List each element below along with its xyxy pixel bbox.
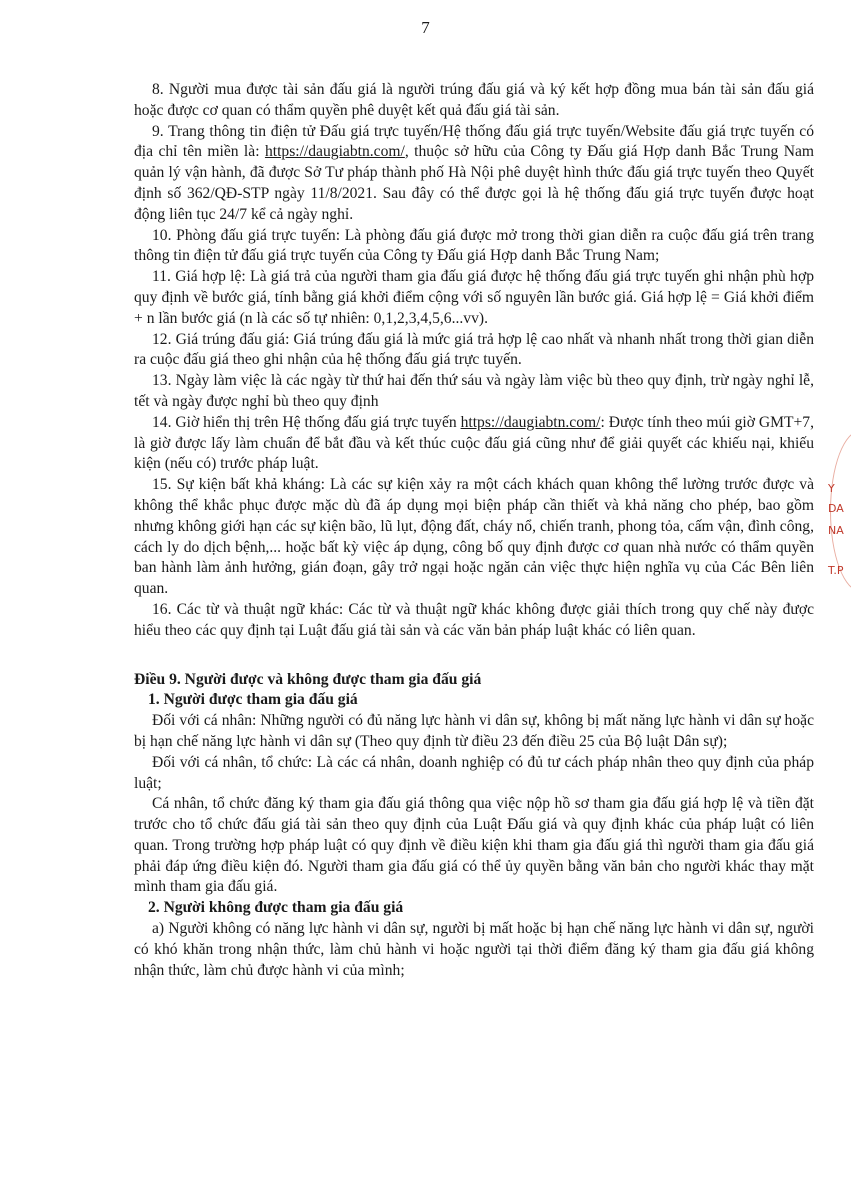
section-1-paragraph: Đối với cá nhân, tổ chức: Là các cá nhân, doanh nghiệp có đủ tư cách pháp nhân theo quy định của pháp luật; [134,753,814,792]
section-1-paragraph: Đối với cá nhân: Những người có đủ năng lực hành vi dân sự, không bị mất năng lực hành vi dân sự hoặc bị hạn chế năng lực hành vi dân sự (Theo quy định từ điều 23 đến điều 25 của Bộ luật Dân sự); [134,712,814,750]
section-1-paragraph: Cá nhân, tổ chức đăng ký tham gia đấu giá thông qua việc nộp hồ sơ tham gia đấu giá hợp lệ và tiền đặt trước cho tổ chức đấu giá tài sản theo quy định của Luật Đấu giá và quy định khác của pháp luật có liên quan. Trong trường hợp pháp luật có quy định về điều kiện khi tham gia đấu giá thì người tham gia đấu giá phải đáp ứng điều kiện đó. Người tham gia đấu giá có thể ủy quyền bằng văn bản cho người khác thay mặt mình tham gia đấu giá. [134,795,814,896]
definition-14-text-b: : Được tính theo múi giờ GMT+7, là giờ được lấy làm chuẩn để bắt đầu và kết thúc cuộc đấu giá cũng như để giải quyết các khiếu nại, khiếu kiện (nếu có) trước pháp luật. [134,413,814,473]
document-body [134,80,814,981]
definition-14 [134,413,814,475]
definition-16: 16. Các từ và thuật ngữ khác: Các từ và thuật ngữ khác không được giải thích trong quy chế này được hiểu theo các quy định tại Luật đấu giá tài sản và các văn bản pháp luật khác có liên quan. [134,600,814,639]
page-number: 7 [421,18,430,37]
section-1-heading: 1. Người được tham gia đấu giá [148,691,358,709]
stamp-fragment: DA [828,502,844,515]
definition-9-text-a: 9. Trang thông tin điện tử Đấu giá trực tuyến/Hệ thống đấu giá trực tuyến/Website đấu giá trực tuyến có địa chỉ tên miền là: [134,122,814,161]
definition-12: 12. Giá trúng đấu giá: Giá trúng đấu giá là mức giá trả hợp lệ cao nhất và nhanh nhất trong thời gian diễn ra cuộc đấu giá theo ghi nhận của hệ thống đấu giá trực tuyến. [134,330,814,369]
definition-14-text-a: 14. Giờ hiển thị trên Hệ thống đấu giá trực tuyến [152,413,461,431]
definition-9-text-b: , thuộc sở hữu của Công ty Đấu giá Hợp danh Bắc Trung Nam quản lý vận hành, đã được Sở Tư pháp thành phố Hà Nội phê duyệt hình thức đấu giá trực tuyến theo Quyết định số 362/QĐ-STP ngày 11/8/2021. Sau đây có thể được gọi là hệ thống đấu giá trực tuyến được hoạt động liên tục 24/7 kể cả ngày nghỉ. [134,143,815,223]
definition-11: 11. Giá hợp lệ: Là giá trả của người tham gia đấu giá được hệ thống đấu giá trực tuyến ghi nhận phù hợp quy định về bước giá, tính bằng giá khởi điểm cộng với số nguyên lần bước giá. Giá hợp lệ = Giá khởi điểm + n lần bước giá (n là các số tự nhiên: 0,1,2,3,4,5,6...vv). [134,268,814,327]
definition-13: 13. Ngày làm việc là các ngày từ thứ hai đến thứ sáu và ngày làm việc bù theo quy định, trừ ngày nghỉ lễ, tết và ngày được nghỉ bù theo quy định [134,372,814,410]
stamp-fragment: T.P [828,564,844,577]
definition-9 [134,122,814,226]
definition-10: 10. Phòng đấu giá trực tuyến: Là phòng đấu giá được mở trong thời gian diễn ra cuộc đấu giá trên trang thông tin điện tử đấu giá trực tuyến của Công ty Đấu giá Hợp danh Bắc Trung Nam; [134,226,814,265]
daugiabtn-link[interactable]: https://daugiabtn.com/ [264,143,405,161]
definition-8: 8. Người mua được tài sản đấu giá là người trúng đấu giá và ký kết hợp đồng mua bán tài sản đấu giá hoặc được cơ quan có thẩm quyền phê duyệt kết quả đấu giá tài sản. [134,81,814,119]
stamp-fragment: Y [828,482,835,495]
section-gap [134,642,814,670]
section-2-paragraph: a) Người không có năng lực hành vi dân sự, người bị mất hoặc bị hạn chế năng lực hành vi dân sự, người có khó khăn trong nhận thức, làm chủ hành vi hoặc người tại thời điểm đăng ký tham gia đấu giá không nhận thức, làm chủ được hành vi của mình; [134,920,814,979]
daugiabtn-link[interactable]: https://daugiabtn.com/ [460,413,601,431]
stamp-fragment: NA [828,524,844,537]
section-2-heading: 2. Người không được tham gia đấu giá [148,899,404,917]
article-9-heading: Điều 9. Người được và không được tham gia đấu giá [134,670,482,688]
stamp-text [828,440,851,590]
definition-15: 15. Sự kiện bất khả kháng: Là các sự kiện xảy ra một cách khách quan không thể lường trước được và không thể khắc phục được mặc dù đã áp dụng mọi biện pháp cần thiết và khả năng cho phép, bao gồm nhưng không giới hạn các sự kiện bão, lũ lụt, động đất, cháy nổ, chiến tranh, phong tỏa, cấm vận, đình công, cách ly do dịch bệnh,... hoặc bất kỳ việc áp dụng, công bố quy định được cơ quan nhà nước có thẩm quyền ban hành làm ảnh hưởng, gián đoạn, gây trở ngại hoặc ngăn cản việc thực hiện nghĩa vụ của Các Bên liên quan. [134,476,814,598]
